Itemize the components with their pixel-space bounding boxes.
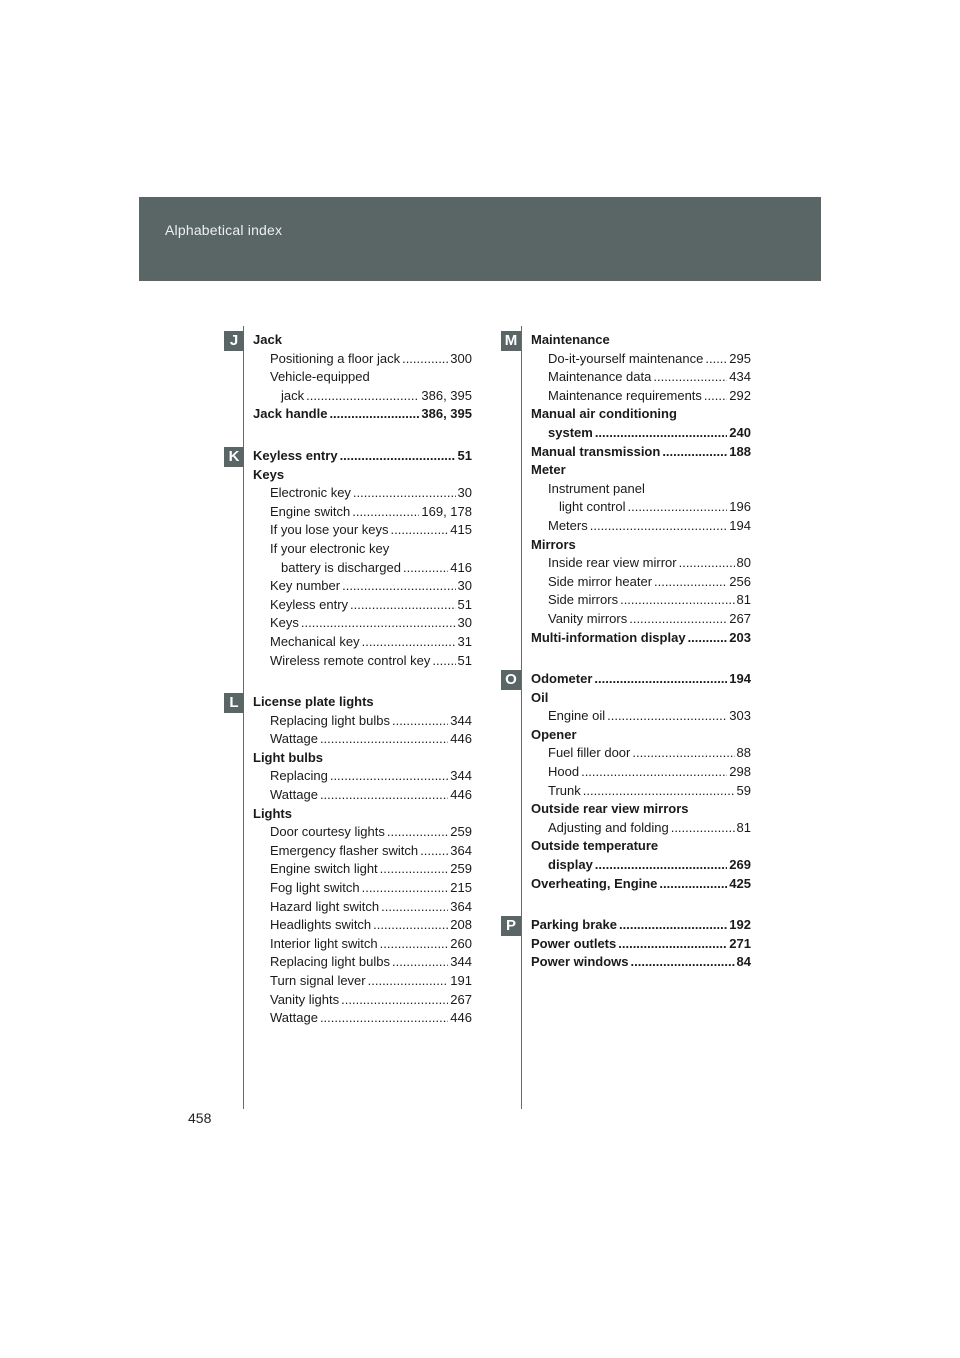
index-entry-sub: [531, 744, 751, 763]
entry-page: 260: [450, 935, 472, 951]
index-entry-sub: [531, 819, 751, 838]
index-section-l: [253, 693, 472, 1028]
entry-page: 81: [736, 592, 751, 608]
entry-label: Wattage: [270, 1010, 318, 1026]
entry-page: 88: [736, 745, 751, 761]
entry-label: Engine switch: [270, 503, 351, 519]
index-entry-main: [531, 689, 751, 708]
dot-leader: [654, 573, 727, 592]
entry-page: 192: [729, 917, 751, 933]
dot-leader: [432, 652, 455, 671]
entry-page: 51: [457, 596, 472, 612]
entry-label: light control: [559, 499, 626, 515]
entry-label: Keyless entry: [270, 596, 349, 612]
dot-leader: [618, 935, 727, 954]
entry-page: 208: [450, 917, 472, 933]
entry-label: Manual transmission: [531, 443, 661, 459]
index-section-j: [253, 331, 472, 424]
entry-page: 194: [729, 671, 751, 687]
entry-label: Outside temperature: [531, 838, 659, 854]
entry-label: Meter: [531, 462, 566, 478]
index-letter-tab-p: P: [501, 916, 521, 936]
index-entry-main: [253, 447, 472, 466]
entry-label: Replacing light bulbs: [270, 712, 390, 728]
right-column-divider: [521, 326, 522, 1109]
entry-label: Adjusting and folding: [548, 819, 669, 835]
dot-leader: [705, 350, 727, 369]
entry-page: 344: [450, 954, 472, 970]
dot-leader: [392, 953, 448, 972]
entry-page: 215: [450, 880, 472, 896]
index-entry-main: [531, 629, 751, 648]
dot-leader: [306, 387, 419, 406]
index-entry-sub: [253, 898, 472, 917]
entry-label: Lights: [253, 805, 292, 821]
entry-label: Fuel filler door: [548, 745, 631, 761]
index-entry-sub: [253, 633, 472, 652]
dot-leader: [627, 498, 727, 517]
dot-leader: [373, 916, 448, 935]
entry-label: Emergency flasher switch: [270, 842, 419, 858]
index-column-right: [531, 331, 751, 972]
index-entry-sub: [253, 614, 472, 633]
entry-label: Replacing light bulbs: [270, 954, 390, 970]
index-entry-sub: [531, 707, 751, 726]
index-entry-main: [253, 331, 472, 350]
dot-leader: [362, 633, 456, 652]
entry-page: 300: [450, 350, 472, 366]
entry-label: Inside rear view mirror: [548, 555, 677, 571]
entry-page: 51: [457, 652, 472, 668]
dot-leader: [631, 953, 735, 972]
entry-label: Keyless entry: [253, 447, 338, 463]
entry-page: 446: [450, 731, 472, 747]
dot-leader: [595, 856, 728, 875]
index-entry-main: [531, 837, 751, 856]
index-entry-main: [531, 443, 751, 462]
entry-page: 169, 178: [421, 503, 472, 519]
dot-leader: [403, 559, 448, 578]
entry-label: Parking brake: [531, 917, 617, 933]
dot-leader: [632, 744, 734, 763]
entry-page: 203: [729, 629, 751, 645]
index-entry-main: [531, 424, 751, 443]
dot-leader: [330, 767, 448, 786]
index-entry-sub: [253, 953, 472, 972]
entry-label: Power outlets: [531, 935, 617, 951]
index-entry-sub: [253, 842, 472, 861]
entry-page: 386, 395: [421, 406, 472, 422]
entry-page: 194: [729, 517, 751, 533]
entry-page: 59: [736, 782, 751, 798]
entry-label: Vehicle-equipped: [270, 369, 370, 385]
left-column-divider: [243, 326, 244, 1109]
entry-label: Keys: [270, 615, 299, 631]
entry-label: Meters: [548, 517, 588, 533]
dot-leader: [402, 350, 448, 369]
index-entry-main: [531, 935, 751, 954]
dot-leader: [341, 991, 448, 1010]
entry-label: Odometer: [531, 671, 593, 687]
index-entry-sub: [253, 387, 472, 406]
entry-label: Mirrors: [531, 536, 576, 552]
dot-leader: [387, 823, 448, 842]
dot-leader: [368, 972, 449, 991]
dot-leader: [381, 898, 448, 917]
dot-leader: [595, 424, 727, 443]
dot-leader: [581, 763, 727, 782]
index-entry-sub: [531, 782, 751, 801]
index-column-left: [253, 331, 472, 1028]
entry-label: Opener: [531, 726, 577, 742]
entry-page: 188: [729, 443, 751, 459]
index-entry-sub: [253, 350, 472, 369]
entry-page: 256: [729, 573, 751, 589]
dot-leader: [594, 670, 727, 689]
entry-page: 295: [729, 350, 751, 366]
dot-leader: [353, 484, 456, 503]
entry-page: 80: [736, 555, 751, 571]
index-entry-sub: [531, 554, 751, 573]
index-entry-sub: [253, 521, 472, 540]
entry-label: Overheating, Engine: [531, 875, 658, 891]
entry-label: jack: [281, 387, 305, 403]
entry-page: 269: [729, 857, 751, 873]
dot-leader: [340, 447, 456, 466]
index-entry-sub: [531, 573, 751, 592]
entry-label: Wireless remote control key: [270, 652, 431, 668]
dot-leader: [329, 405, 419, 424]
entry-label: Multi-information display: [531, 629, 686, 645]
index-entry-main: [253, 405, 472, 424]
index-letter-tab-j: J: [224, 331, 244, 351]
entry-label: Wattage: [270, 787, 318, 803]
dot-leader: [659, 875, 727, 894]
entry-label: Electronic key: [270, 485, 351, 501]
section-header-bar: [139, 197, 821, 281]
index-section-o: [531, 670, 751, 893]
entry-label: Replacing: [270, 768, 328, 784]
index-entry-main: [531, 726, 751, 745]
index-entry-sub: [531, 763, 751, 782]
entry-label: Outside rear view mirrors: [531, 801, 689, 817]
entry-page: 191: [450, 973, 472, 988]
entry-label: Engine oil: [548, 708, 606, 724]
index-letter-tab-m: M: [501, 331, 521, 351]
dot-leader: [629, 610, 727, 629]
entry-label: If your electronic key: [270, 540, 390, 556]
entry-page: 271: [729, 935, 751, 951]
entry-page: 81: [736, 819, 751, 835]
index-entry-sub: [253, 1009, 472, 1028]
entry-label: Jack handle: [253, 406, 328, 422]
index-entry-sub: [253, 730, 472, 749]
dot-leader: [320, 1009, 448, 1028]
index-section-p: [531, 916, 751, 972]
entry-page: 30: [457, 615, 472, 631]
page-title: Alphabetical index: [165, 222, 283, 238]
index-entry-sub: [253, 860, 472, 879]
dot-leader: [362, 879, 449, 898]
entry-label: Manual air conditioning: [531, 406, 677, 422]
dot-leader: [590, 517, 728, 536]
entry-page: 434: [729, 369, 751, 385]
dot-leader: [391, 521, 449, 540]
entry-page: 415: [450, 522, 472, 538]
entry-page: 51: [457, 447, 472, 463]
page-number: 458: [188, 1110, 212, 1126]
index-entry-main: [253, 749, 472, 768]
entry-page: 292: [729, 387, 751, 403]
entry-page: 259: [450, 824, 472, 840]
index-entry-sub: [253, 823, 472, 842]
dot-leader: [619, 916, 727, 935]
dot-leader: [653, 368, 727, 387]
entry-label: Side mirror heater: [548, 573, 653, 589]
dot-leader: [607, 707, 727, 726]
entry-label: Interior light switch: [270, 935, 378, 951]
entry-label: If you lose your keys: [270, 522, 389, 538]
dot-leader: [704, 387, 727, 406]
dot-leader: [620, 591, 734, 610]
dot-leader: [380, 860, 449, 879]
dot-leader: [301, 614, 456, 633]
entry-page: 240: [729, 424, 751, 440]
index-entry-main: [531, 800, 751, 819]
index-entry-main: [253, 466, 472, 485]
entry-label: Key number: [270, 578, 341, 594]
dot-leader: [671, 819, 735, 838]
dot-leader: [352, 503, 419, 522]
index-entry-sub: [531, 498, 751, 517]
entry-page: 259: [450, 861, 472, 877]
index-entry-main: [531, 916, 751, 935]
entry-label: Oil: [531, 689, 549, 705]
entry-label: Power windows: [531, 954, 629, 970]
index-entry-sub: [253, 916, 472, 935]
index-entry-sub: [531, 350, 751, 369]
entry-label: system: [548, 424, 593, 440]
index-entry-sub: [531, 610, 751, 629]
dot-leader: [320, 786, 448, 805]
index-entry-main: [531, 953, 751, 972]
index-entry-sub: [531, 517, 751, 536]
dot-leader: [392, 712, 448, 731]
entry-label: Vanity mirrors: [548, 610, 628, 626]
index-entry-sub: [253, 786, 472, 805]
entry-label: Instrument panel: [548, 480, 645, 496]
entry-label: Fog light switch: [270, 880, 360, 896]
index-entry-sub: [253, 767, 472, 786]
index-entry-sub: [253, 559, 472, 578]
entry-page: 267: [729, 610, 751, 626]
index-entry-sub: [253, 991, 472, 1010]
dot-leader: [320, 730, 448, 749]
dot-leader: [583, 782, 735, 801]
index-entry-sub: [253, 484, 472, 503]
entry-page: 196: [729, 499, 751, 515]
entry-label: Hood: [548, 764, 580, 780]
entry-label: Hazard light switch: [270, 898, 380, 914]
entry-label: Trunk: [548, 782, 581, 798]
entry-page: 446: [450, 1010, 472, 1026]
entry-page: 31: [457, 633, 472, 649]
index-entry-sub: [253, 503, 472, 522]
index-entry-sub: [531, 368, 751, 387]
entry-label: Vanity lights: [270, 991, 340, 1007]
entry-label: Positioning a floor jack: [270, 350, 401, 366]
entry-label: License plate lights: [253, 694, 374, 710]
index-entry-sub: [253, 652, 472, 671]
index-section-k: [253, 447, 472, 670]
entry-label: Side mirrors: [548, 592, 619, 608]
index-letter-tab-k: K: [224, 447, 244, 467]
entry-page: 30: [457, 578, 472, 594]
index-entry-sub: [253, 879, 472, 898]
entry-label: Turn signal lever: [270, 973, 366, 988]
entry-label: Maintenance data: [548, 369, 652, 385]
entry-page: 364: [450, 898, 472, 914]
entry-page: 298: [729, 764, 751, 780]
entry-page: 386, 395: [421, 387, 472, 403]
index-entry-main: [253, 693, 472, 712]
index-entry-sub: [253, 540, 472, 559]
entry-page: 446: [450, 787, 472, 803]
entry-page: 416: [450, 559, 472, 575]
index-entry-sub: [531, 387, 751, 406]
entry-label: Light bulbs: [253, 749, 324, 765]
entry-page: 364: [450, 842, 472, 858]
entry-page: 303: [729, 708, 751, 724]
index-entry-main: [531, 875, 751, 894]
entry-label: Do-it-yourself maintenance: [548, 350, 704, 366]
dot-leader: [350, 596, 455, 615]
entry-page: 344: [450, 712, 472, 728]
dot-leader: [342, 577, 455, 596]
entry-page: 267: [450, 991, 472, 1007]
entry-label: Jack: [253, 332, 282, 347]
index-entry-sub: [253, 712, 472, 731]
index-entry-sub: [253, 596, 472, 615]
dot-leader: [420, 842, 448, 861]
dot-leader: [679, 554, 735, 573]
index-entry-sub: [253, 368, 472, 387]
index-entry-main: [531, 536, 751, 555]
entry-page: 425: [729, 875, 751, 891]
entry-label: Mechanical key: [270, 633, 360, 649]
index-entry-main: [531, 670, 751, 689]
entry-label: Maintenance requirements: [548, 387, 702, 403]
dot-leader: [380, 935, 449, 954]
entry-label: Headlights switch: [270, 917, 372, 933]
index-letter-tab-l: L: [224, 693, 244, 713]
entry-label: Door courtesy lights: [270, 824, 385, 840]
index-entry-sub: [253, 577, 472, 596]
entry-page: 30: [457, 485, 472, 501]
entry-label: Engine switch light: [270, 861, 378, 877]
index-entry-sub: [253, 972, 472, 991]
entry-label: Maintenance: [531, 332, 610, 347]
entry-page: 344: [450, 768, 472, 784]
dot-leader: [662, 443, 727, 462]
entry-page: 84: [736, 954, 751, 970]
dot-leader: [688, 629, 728, 648]
entry-label: Keys: [253, 466, 285, 482]
index-entry-main: [531, 405, 751, 424]
index-section-m: [531, 331, 751, 647]
entry-label: display: [548, 857, 593, 873]
index-entry-main: [253, 805, 472, 824]
index-entry-main: [531, 331, 751, 350]
index-entry-sub: [531, 591, 751, 610]
entry-label: Wattage: [270, 731, 318, 747]
index-entry-sub: [531, 480, 751, 499]
index-entry-sub: [253, 935, 472, 954]
index-letter-tab-o: O: [501, 670, 521, 690]
index-entry-main: [531, 856, 751, 875]
entry-label: battery is discharged: [281, 559, 401, 575]
index-entry-main: [531, 461, 751, 480]
